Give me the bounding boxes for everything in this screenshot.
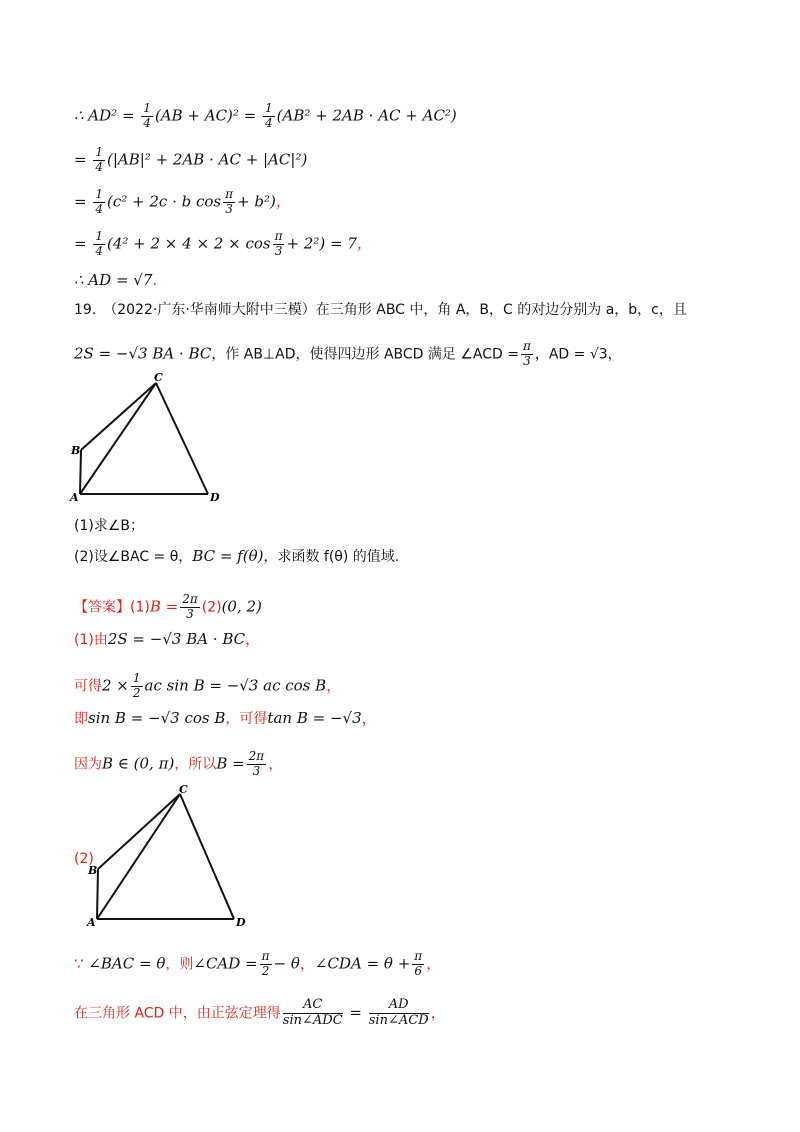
solution-line-3: 即sin B = −√3 cos B，可得tan B = −√3，: [74, 709, 377, 727]
eq-line-2: = $\frac{1}{4}$ (|AB|² + 2AB · AC + |AC|²): [74, 145, 308, 174]
eq-line-4: = $\frac{1}{4}$ (4² + 2 × 4 × 2 × cos $\frac{\pi}{3}$ + 2²) = 7，: [74, 229, 372, 258]
frac-1-4: $\frac{1}{4}$: [95, 229, 103, 258]
frac-1-2: $\frac{1}{2}$: [132, 671, 141, 700]
label-d: D: [210, 491, 220, 504]
label-d: D: [236, 916, 246, 929]
frac-1-4: $\frac{1}{4}$: [95, 187, 103, 216]
frac-pi-2: $\frac{\pi}{2}$: [261, 949, 270, 978]
question-line-2: 2S = −√3 BA · BC，作 AB⊥AD，使得四边形 ABCD 满足 ∠ACD = $\frac{\pi}{3}$ ，AD = √3，: [74, 339, 622, 368]
frac-1-4: $\frac{1}{4}$: [265, 101, 273, 130]
part-1-question: (1)求∠B；: [74, 518, 144, 534]
frac-sine-rule-left: $\frac{AC}{\text{sin∠ADC}}$: [282, 997, 343, 1028]
frac-2pi-3: $\frac{2\pi}{3}$: [248, 749, 265, 778]
frac-pi-3: $\frac{\pi}{3}$: [274, 229, 283, 258]
question-header: 19. （2022·广东·华南师大附中三模）在三角形 ABC 中，角 A，B，C 的对边分别为 a，b，c，且: [74, 302, 687, 318]
quadrilateral-figure-2: [84, 782, 254, 932]
label-b: B: [71, 444, 81, 457]
label-c: C: [154, 371, 163, 384]
frac-pi-3: $\frac{\pi}{3}$: [522, 339, 531, 368]
part-2-question: (2)设∠BAC = θ，BC = f(θ)，求函数 f(θ) 的值域.: [74, 547, 400, 565]
solution-line-6: 在三角形 ACD 中，由正弦定理得 $\frac{AC}{\text{sin∠ADC}}$ = $\frac{AD}{\text{sin∠ACD}}$ ，: [74, 997, 446, 1028]
label-a: A: [87, 916, 96, 929]
label-c: C: [179, 783, 188, 796]
label-b: B: [88, 864, 98, 877]
eq-line-5: ∴ AD = √7.: [74, 271, 158, 289]
frac-2pi-3: $\frac{2\pi}{3}$: [182, 592, 198, 621]
solution-line-2: 可得2 × $\frac{1}{2}$ ac sin B = −√3 ac cos B，: [74, 671, 342, 700]
frac-1-4: $\frac{1}{4}$: [95, 145, 103, 174]
answer-line: 【答案】(1)B = $\frac{2\pi}{3}$ (2)(0, 2): [74, 592, 262, 621]
part-2-label: (2): [74, 851, 94, 867]
eq-line-1: ∴ AD² = $\frac{1}{4}$ (AB + AC)² = $\frac{1}{4}$ (AB² + 2AB · AC + AC²): [74, 101, 457, 130]
solution-line-4: 因为B ∈ (0, π)，所以B = $\frac{2\pi}{3}$ ，: [74, 749, 284, 778]
quadrilateral-figure-1: [68, 370, 228, 505]
frac-pi-3: $\frac{\pi}{3}$: [225, 187, 233, 216]
frac-sine-rule-right: $\frac{AD}{\text{sin∠ACD}}$: [368, 997, 429, 1028]
frac-pi-6: $\frac{\pi}{6}$: [414, 949, 423, 978]
solution-line-5: ∵ ∠BAC = θ，则∠CAD = $\frac{\pi}{2}$ − θ，∠CDA = θ + $\frac{\pi}{6}$ ，: [74, 949, 442, 978]
frac-1-4: $\frac{1}{4}$: [143, 101, 151, 130]
eq-line-3: = $\frac{1}{4}$ (c² + 2c · b cos $\frac{\pi}{3}$ + b²)，: [74, 187, 291, 216]
label-a: A: [70, 491, 79, 504]
solution-line-1: (1)由2S = −√3 BA · BC，: [74, 630, 261, 648]
